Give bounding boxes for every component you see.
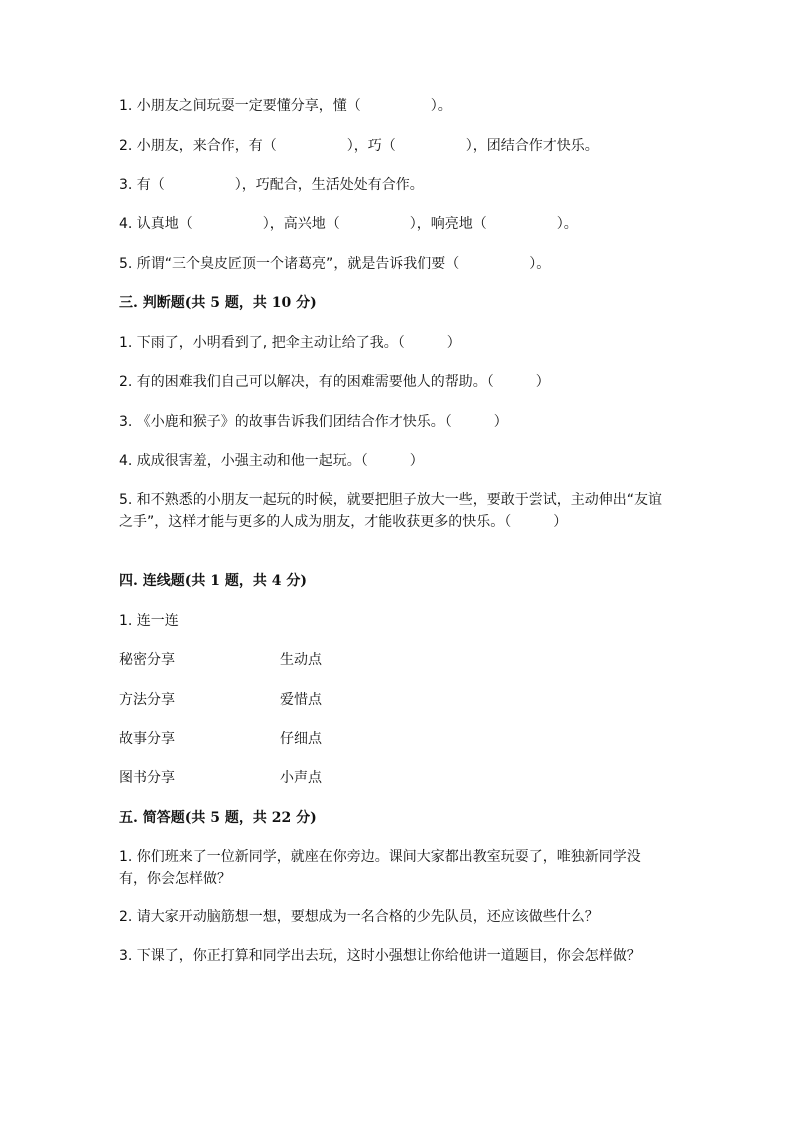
fill-blank-question-3: 3. 有（ ），巧配合，生活处处有合作。: [119, 177, 424, 193]
section-title-true-false: 三. 判断题(共 5 题，共 10 分): [119, 295, 317, 311]
short-answer-question-1: 1. 你们班来了一位新同学，就座在你旁边。课间大家都出教室玩耍了，唯独新同学没有，你会怎样做？: [119, 849, 641, 887]
fill-blank-question-5: 5. 所谓“三个臭皮匠顶一个诸葛亮”，就是告诉我们要（ ）。: [119, 256, 551, 272]
matching-right-item: 仔细点: [280, 731, 322, 747]
matching-right-item: 生动点: [280, 652, 322, 668]
matching-question: 1. 连一连: [119, 613, 179, 629]
matching-left-item: 方法分享: [119, 692, 175, 708]
short-answer-question-2: 2. 请大家开动脑筋想一想，要想成为一名合格的少先队员，还应该做些什么？: [119, 909, 599, 925]
matching-left-item: 故事分享: [119, 731, 175, 747]
true-false-question-2: 2. 有的困难我们自己可以解决，有的困难需要他人的帮助。（ ）: [119, 374, 550, 390]
section-title-matching: 四. 连线题(共 1 题，共 4 分): [119, 573, 307, 589]
fill-blank-question-1: 1. 小朋友之间玩耍一定要懂分享，懂（ ）。: [119, 98, 452, 114]
matching-right-item: 小声点: [280, 770, 322, 786]
short-answer-question-3: 3. 下课了，你正打算和同学出去玩，这时小强想让你给他讲一道题目，你会怎样做？: [119, 948, 641, 964]
matching-right-item: 爱惜点: [280, 692, 322, 708]
fill-blank-question-2: 2. 小朋友，来合作，有（ ），巧（ ），团结合作才快乐。: [119, 138, 599, 154]
section-title-short-answer: 五. 简答题(共 5 题，共 22 分): [119, 810, 317, 826]
matching-left-item: 秘密分享: [119, 652, 175, 668]
true-false-question-5: 5. 和不熟悉的小朋友一起玩的时候，就要把胆子放大一些，要敢于尝试，主动伸出“友谊之手”，这样才能与更多的人成为朋友，才能收获更多的快乐。（ ）: [119, 492, 663, 530]
matching-left-item: 图书分享: [119, 770, 175, 786]
true-false-question-1: 1. 下雨了，小明看到了, 把伞主动让给了我。（ ）: [119, 335, 461, 351]
fill-blank-question-4: 4. 认真地（ ），高兴地（ ），响亮地（ ）。: [119, 216, 578, 232]
true-false-question-4: 4. 成成很害羞，小强主动和他一起玩。（ ）: [119, 453, 424, 469]
true-false-question-3: 3. 《小鹿和猴子》的故事告诉我们团结合作才快乐。（ ）: [119, 414, 508, 430]
